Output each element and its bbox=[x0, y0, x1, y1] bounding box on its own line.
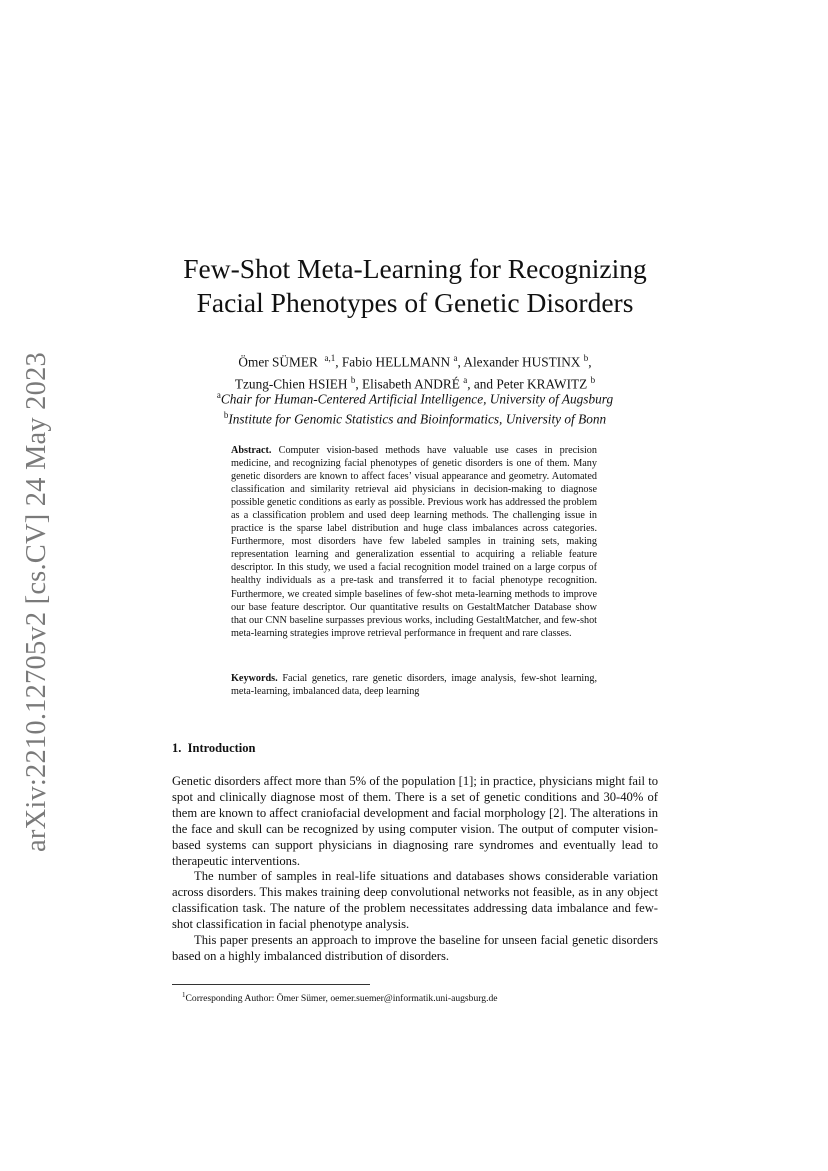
paragraph: Genetic disorders affect more than 5% of the population [1]; in practice, physicians might fail to spot and clinically diagnose most of them. There is a set of genetic conditions and 30-40% of them are known to affect craniofacial development and facial morphology [2]. The alterations in the face and skull can be recognized by using computer vision. The output of computer vision-based systems can support physicians in diagnosing rare syndromes and eventually lead to therapeutic interventions. bbox=[172, 774, 658, 868]
affiliation-item bbox=[150, 407, 680, 427]
author-affiliation-mark: a,1 bbox=[324, 353, 336, 363]
section-number: 1. bbox=[172, 741, 182, 755]
affiliation-list bbox=[150, 387, 680, 428]
affiliation-text: Chair for Human-Centered Artificial Intelligence, University of Augsburg bbox=[220, 391, 614, 407]
author-name: Tzung-Chien HSIEH bbox=[234, 376, 348, 392]
footnote-text: Corresponding Author: Ömer Sümer, oemer.suemer@informatik.uni-augsburg.de bbox=[185, 993, 498, 1005]
footnote bbox=[182, 989, 498, 1005]
author-affiliation-mark: b bbox=[590, 375, 596, 386]
affiliation-item bbox=[150, 387, 680, 407]
author-affiliation-mark: a bbox=[453, 353, 458, 363]
abstract-label: Abstract. bbox=[231, 445, 272, 456]
affiliation-mark: b bbox=[223, 410, 229, 421]
author-line-1: Ömer SÜMER $^{a,1}$, Fabio HELLMANN $^a$, Alexander HUSTINX $^b$, bbox=[238, 353, 592, 370]
author-affiliation-mark: b bbox=[350, 375, 356, 386]
paper-title bbox=[140, 252, 690, 320]
affiliation-mark: a bbox=[216, 390, 221, 400]
author-name: Elisabeth ANDRÉ bbox=[362, 376, 460, 392]
arxiv-identifier-stamp bbox=[20, 352, 54, 852]
affiliation-text: Institute for Genomic Statistics and Bioinformatics, University of Bonn bbox=[228, 411, 607, 427]
arxiv-identifier-text: arXiv:2210.12705v2 [cs.CV] 24 May 2023 bbox=[21, 352, 52, 852]
section-title: Introduction bbox=[187, 741, 256, 755]
author-name: Peter KRAWITZ bbox=[496, 376, 588, 392]
author-name: Fabio HELLMANN bbox=[341, 354, 451, 370]
author-separator: , bbox=[335, 354, 342, 370]
introduction-body bbox=[172, 774, 658, 965]
paragraph: This paper presents an approach to improve the baseline for unseen facial genetic disorders based on a highly imbalanced distribution of disorders. bbox=[172, 933, 658, 963]
author-affiliation-mark: b bbox=[583, 353, 589, 363]
abstract-text: Computer vision-based methods have valuable use cases in precision medicine, and recognizing facial phenotypes of genetic disorders is one of them. Many genetic disorders are known to affect faces’ visual appearance and geometry. Automated classification and similarity retrieval aid physicians in decision-making to diagnose possible genetic conditions as early as possible. Previous work has addressed the problem as a classification problem and used deep learning methods. The challenging issue in practice is the sparse label distribution and huge class imbalances across categories. Furthermore, most disorders have few labeled samples in training sets, making representation learning and generalization essential to acquiring a reliable feature descriptor. In this study, we used a facial recognition model trained on a large corpus of healthy individuals as a pre-task and transferred it to facial phenotype recognition. Furthermore, we created simple baselines of few-shot meta-learning methods to improve our base feature descriptor. Our quantitative results on GestaltMatcher Database show that our CNN baseline surpasses previous works, including GestaltMatcher, and few-shot meta-learning strategies improve retrieval performance in frequent and rare classes. bbox=[231, 445, 597, 639]
section-heading-introduction bbox=[172, 741, 255, 756]
author-name: Alexander HUSTINX bbox=[463, 354, 581, 370]
abstract bbox=[231, 444, 597, 640]
title-line-1: Few-Shot Meta-Learning for Recognizing bbox=[183, 253, 647, 284]
author-separator: , bbox=[355, 376, 363, 392]
keywords-label: Keywords. bbox=[231, 673, 278, 684]
author-name: Ömer SÜMER bbox=[238, 354, 318, 370]
footnote-mark: 1 bbox=[182, 991, 186, 999]
author-separator: , bbox=[457, 354, 464, 370]
paragraph: The number of samples in real-life situations and databases shows considerable variation across disorders. This makes training deep convolutional networks not feasible, as in any object classification task. The nature of the problem necessitates addressing data imbalance and few-shot classification in facial phenotype analysis. bbox=[172, 869, 658, 932]
footnote-divider bbox=[172, 984, 370, 985]
keywords bbox=[231, 672, 597, 698]
author-separator: , and bbox=[467, 376, 497, 392]
author-affiliation-mark: a bbox=[463, 375, 468, 386]
keywords-text: Facial genetics, rare genetic disorders, image analysis, few-shot learning, meta-learning, imbalanced data, deep learning bbox=[231, 673, 598, 698]
title-line-2: Facial Phenotypes of Genetic Disorders bbox=[196, 287, 634, 318]
